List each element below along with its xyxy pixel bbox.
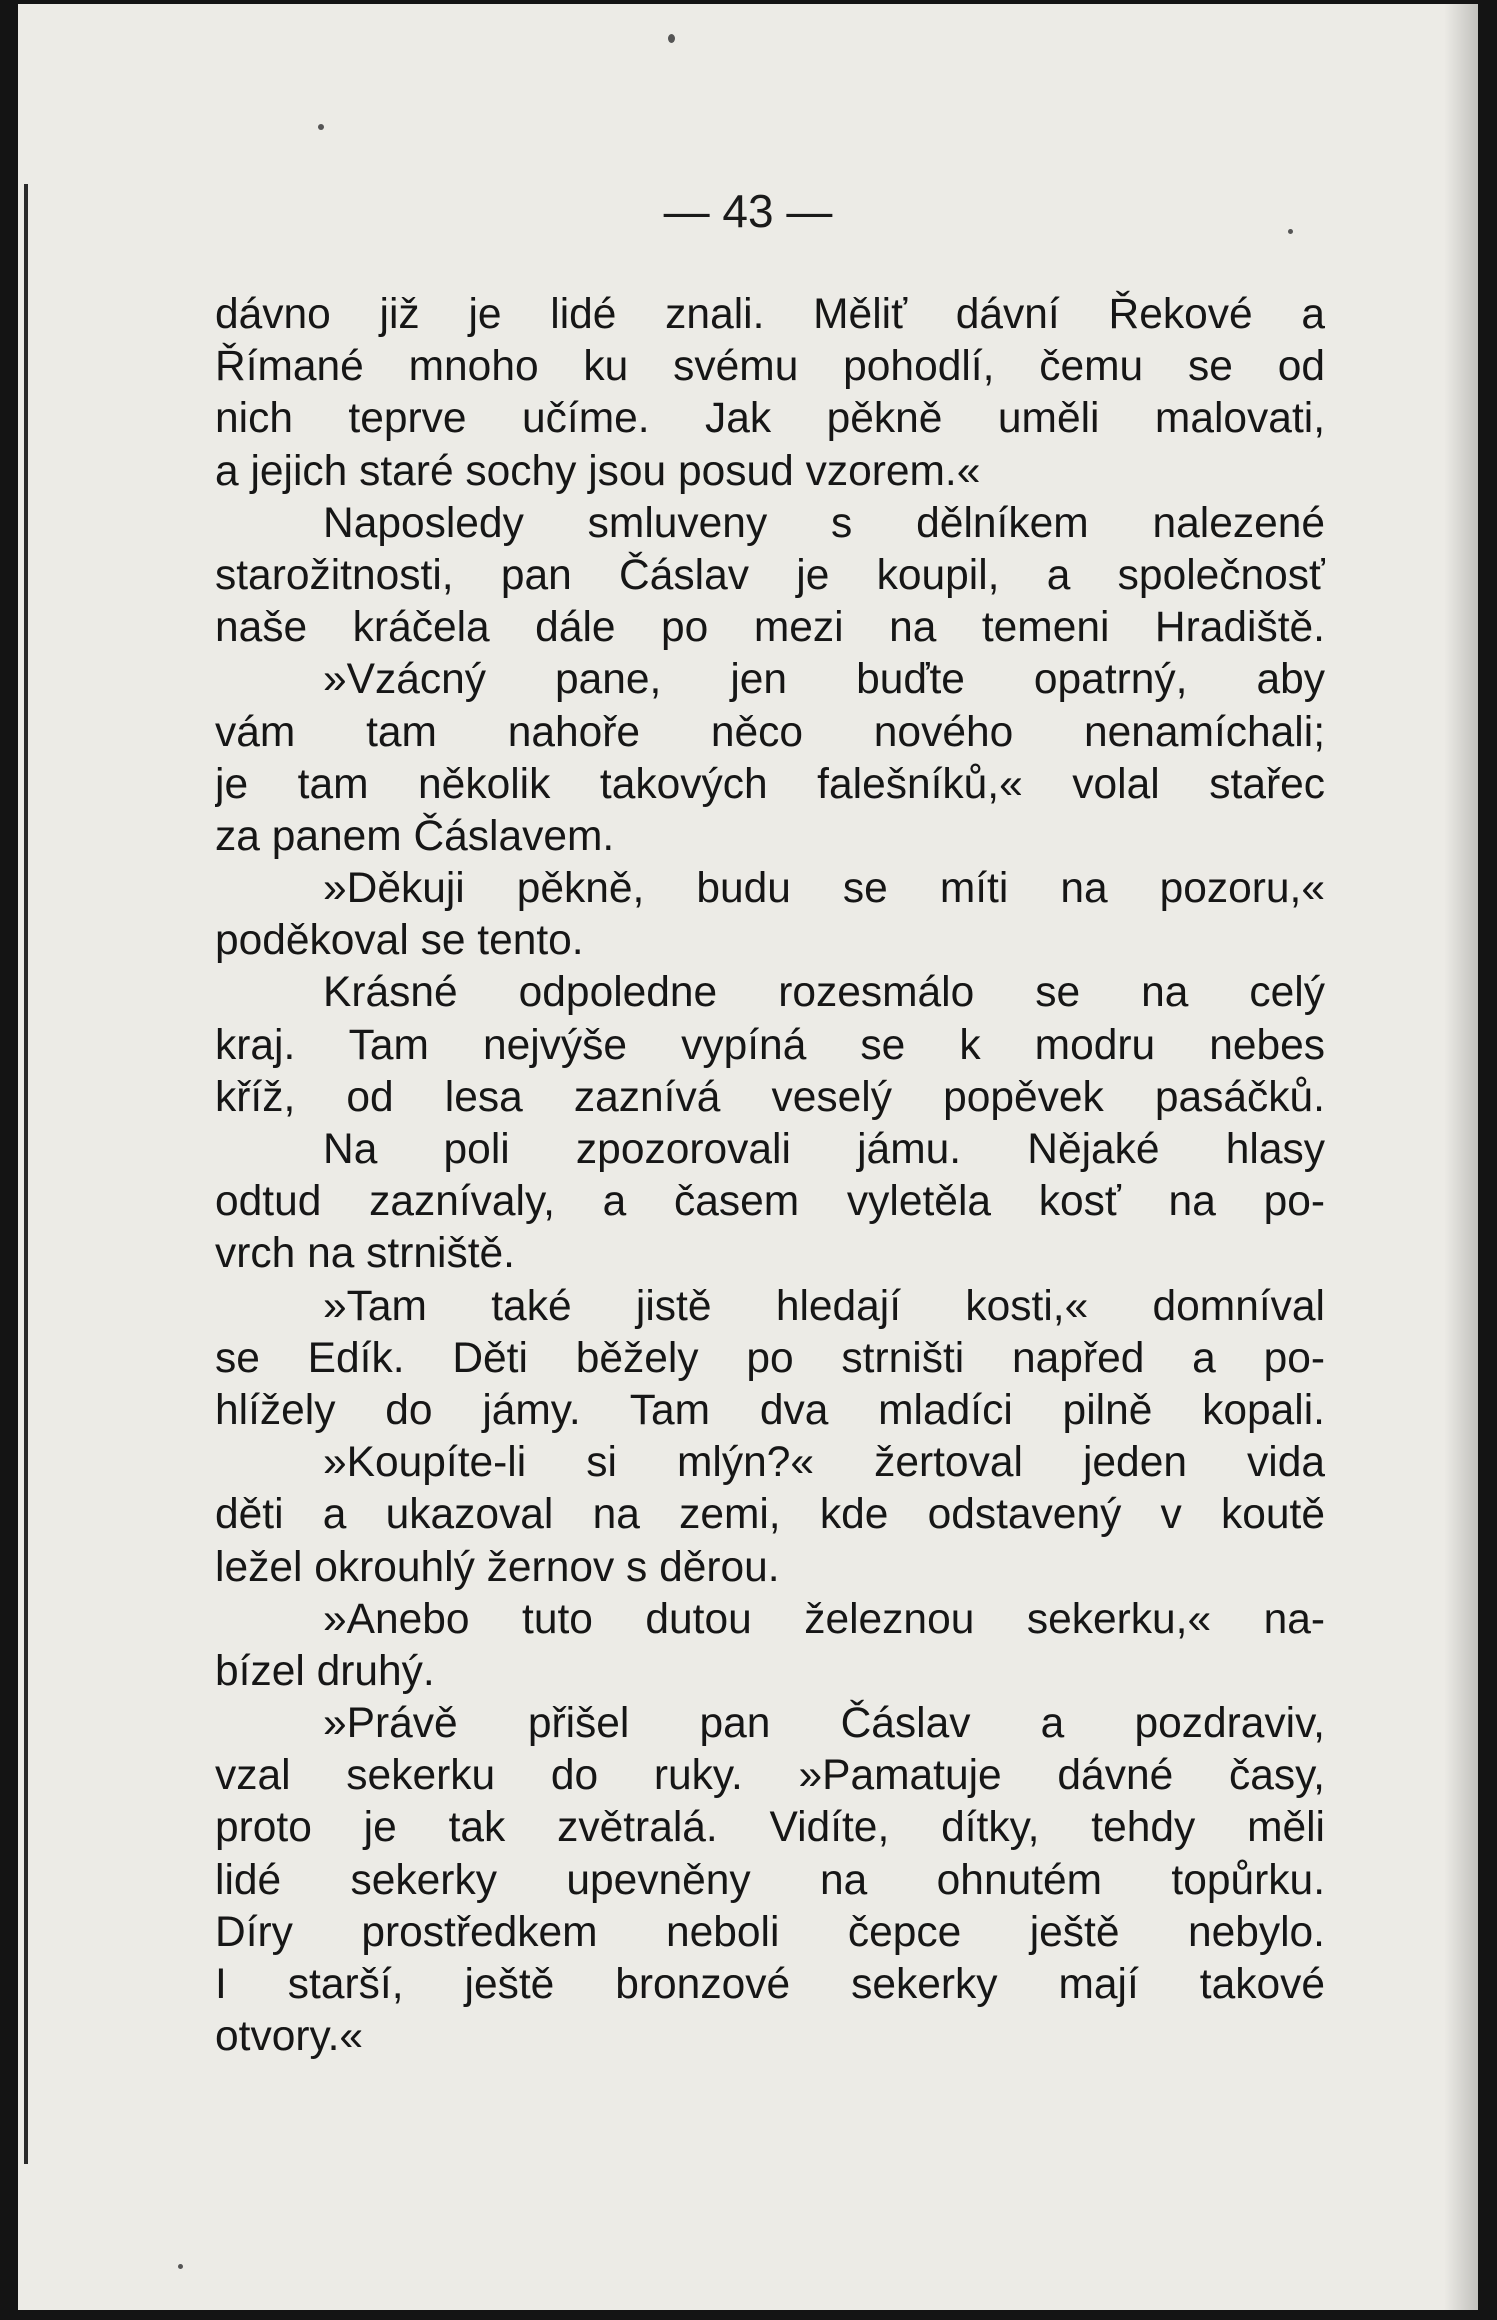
text-line: »Vzácný pane, jen buďte opatrný, aby xyxy=(323,656,1325,704)
text-line: za panem Čáslavem. xyxy=(215,812,615,860)
text-line: hlížely do jámy. Tam dva mladíci pilně kopali. xyxy=(215,1386,1325,1434)
print-speck xyxy=(178,2264,183,2269)
text-line: Na poli zpozorovali jámu. Nějaké hlasy xyxy=(323,1126,1325,1173)
text-line: vám tam nahoře něco nového nenamíchali; xyxy=(215,708,1325,756)
text-line: Římané mnoho ku svému pohodlí, čemu se od xyxy=(215,343,1325,391)
text-line: vrch na strniště. xyxy=(215,1230,515,1278)
text-line: bízel druhý. xyxy=(215,1647,435,1695)
text-line: se Edík. Děti běžely po strništi napřed a po- xyxy=(215,1334,1325,1382)
text-line: »Právě přišel pan Čáslav a pozdraviv, xyxy=(323,1700,1325,1748)
text-line: Naposledy smluveny s dělníkem nalezené xyxy=(323,499,1325,547)
text-line: ležel okrouhlý žernov s děrou. xyxy=(215,1543,780,1591)
text-line: naše kráčela dále po mezi na temeni Hradiště. xyxy=(215,604,1325,652)
text-line: otvory.« xyxy=(215,2013,364,2061)
text-line: »Anebo tuto dutou železnou sekerku,« na- xyxy=(323,1595,1325,1643)
text-line: Díry prostředkem neboli čepce ještě nebylo. xyxy=(215,1908,1325,1956)
print-speck xyxy=(668,34,675,43)
text-line: vzal sekerku do ruky. »Pamatuje dávné časy, xyxy=(215,1752,1325,1800)
text-line: odtud zaznívaly, a časem vyletěla kosť na po- xyxy=(215,1178,1325,1226)
text-line: Krásné odpoledne rozesmálo se na celý xyxy=(323,969,1325,1017)
text-line: a jejich staré sochy jsou posud vzorem.« xyxy=(215,447,981,495)
text-line: dávno již je lidé znali. Měliť dávní Řekové a xyxy=(215,291,1325,338)
text-line: děti a ukazoval na zemi, kde odstavený v koutě xyxy=(215,1491,1325,1539)
text-line: starožitnosti, pan Čáslav je koupil, a společnosť xyxy=(215,551,1325,599)
text-line: lidé sekerky upevněny na ohnutém topůrku. xyxy=(215,1856,1325,1904)
text-line: je tam několik takových falešníků,« volal stařec xyxy=(215,760,1325,808)
text-line: poděkoval se tento. xyxy=(215,917,584,965)
text-line: proto je tak zvětralá. Vidíte, dítky, tehdy měli xyxy=(215,1804,1325,1852)
page-edge-shadow xyxy=(1444,4,1478,2310)
text-line: nich teprve učíme. Jak pěkně uměli malovati, xyxy=(215,395,1325,443)
text-line: »Tam také jistě hledají kosti,« domníval xyxy=(323,1282,1325,1330)
body-text xyxy=(215,289,1325,2063)
text-line: kraj. Tam nejvýše vypíná se k modru nebes xyxy=(215,1021,1325,1069)
text-line: »Děkuji pěkně, budu se míti na pozoru,« xyxy=(323,865,1325,913)
page-edge-rule xyxy=(24,184,28,2164)
book-page xyxy=(18,4,1478,2310)
text-line: I starší, ještě bronzové sekerky mají takové xyxy=(215,1961,1325,2008)
text-line: »Koupíte-li si mlýn?« žertoval jeden vida xyxy=(323,1439,1325,1487)
text-line: kříž, od lesa zaznívá veselý popěvek pasáčků. xyxy=(215,1073,1325,1121)
print-speck xyxy=(318,124,324,130)
page-number: — 43 — xyxy=(663,185,833,237)
